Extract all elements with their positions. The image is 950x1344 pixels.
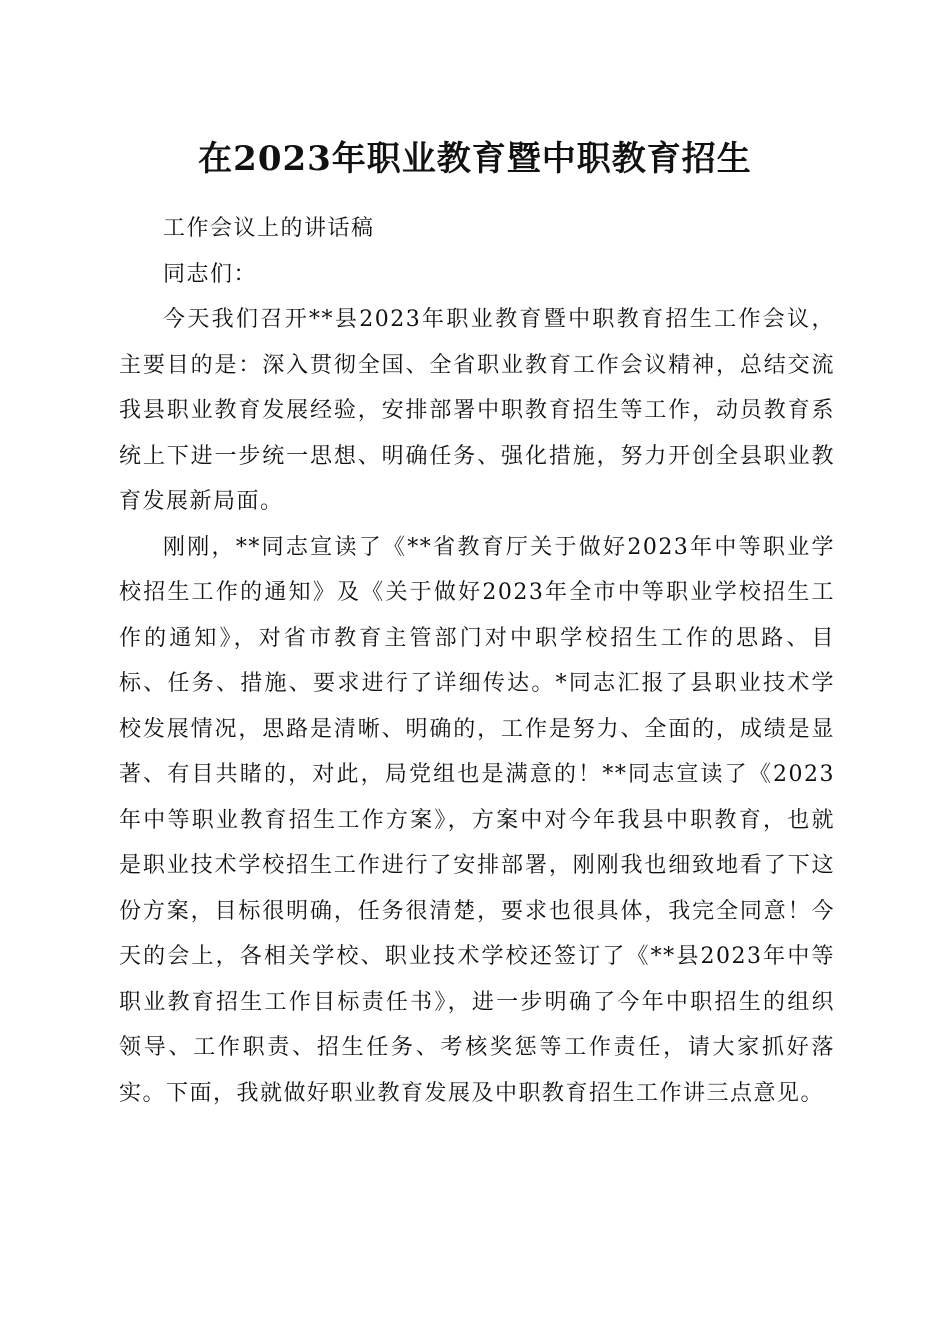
paragraph-main: 刚刚，**同志宣读了《**省教育厅关于做好2023年中等职业学校招生工作的通知》及《关于做好2023年全市中等职业学校招生工作的通知》，对省市教育主管部门对中职学校招生工作的思路、目标、任务、措施、要求进行了详细传达。*同志汇报了县职业技术学校发展情况，思路是清晰、明确的，工作是努力、全面的，成绩是显著、有目共睹的，对此，局党组也是满意的！**同志宣读了《2023年中等职业教育招生工作方案》，方案中对今年我县中职教育，也就是职业技术学校招生工作进行了安排部署，刚刚我也细致地看了下这份方案，目标很明确，任务很清楚，要求也很具体，我完全同意！今天的会上，各相关学校、职业技术学校还签订了《**县2023年中等职业教育招生工作目标责任书》，进一步明确了今年中职招生的组织领导、工作职责、招生任务、考核奖惩等工作责任，请大家抓好落实。下面，我就做好职业教育发展及中职教育招生工作讲三点意见。: [119, 534, 835, 1106]
subtitle-line: 工作会议上的讲话稿: [163, 216, 375, 241]
document-title: 在2023年职业教育暨中职教育招生: [198, 139, 752, 179]
paragraph-intro: 今天我们召开**县2023年职业教育暨中职教育招生工作会议，主要目的是：深入贯彻全国、全省职业教育工作会议精神，总结交流我县职业教育发展经验，安排部署中职教育招生等工作，动员教育系统上下进一步统一思想、明确任务、强化措施，努力开创全县职业教育发展新局面。: [119, 307, 835, 514]
document-body: [119, 206, 835, 1116]
salutation: 同志们：: [163, 261, 258, 287]
